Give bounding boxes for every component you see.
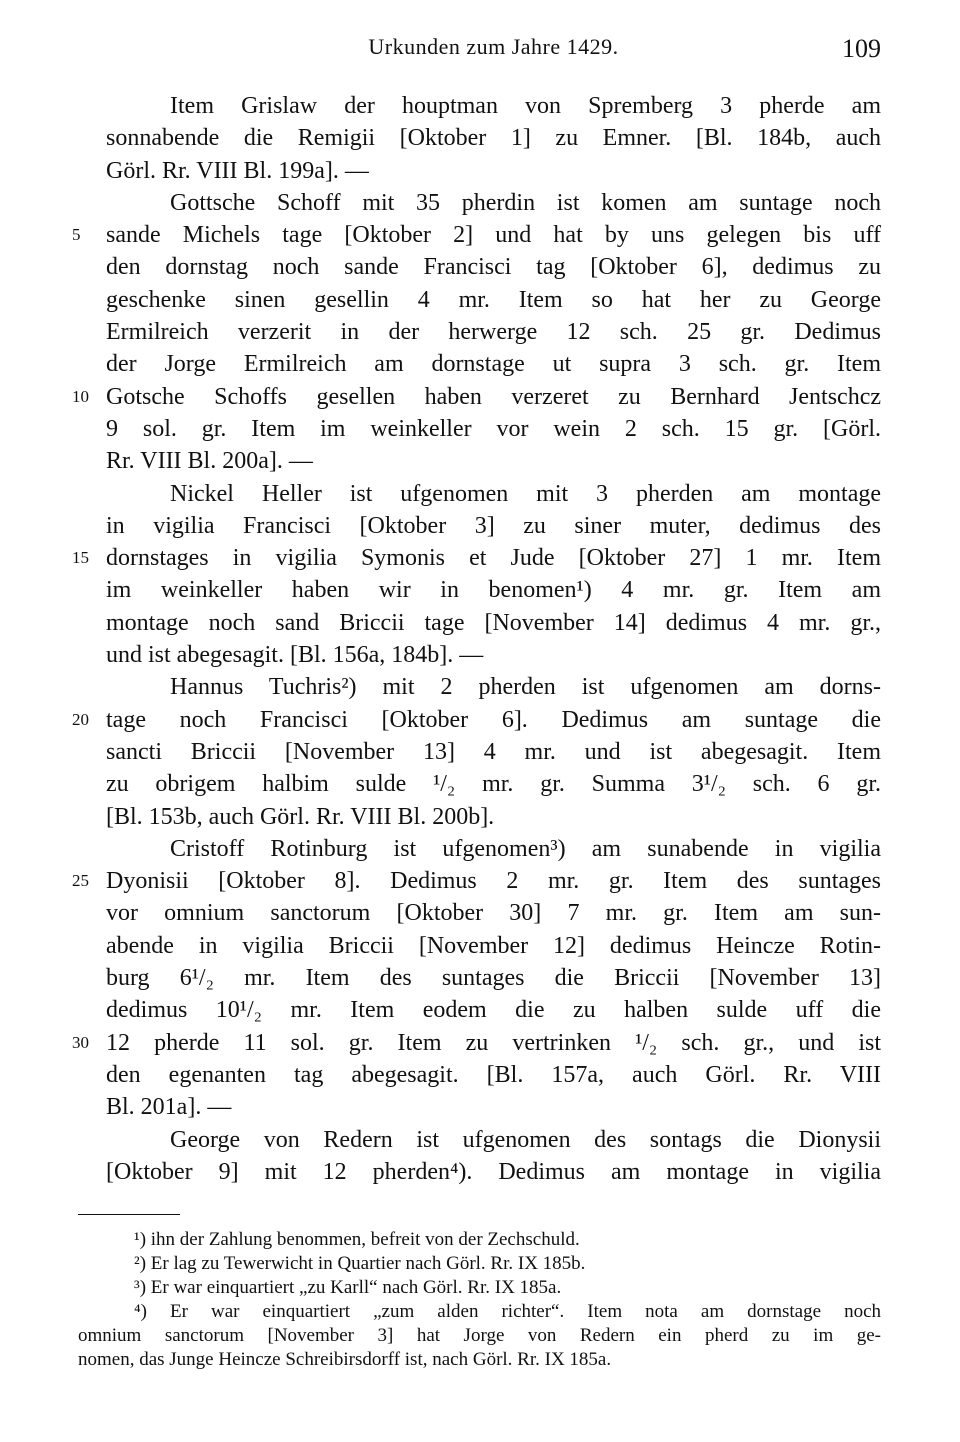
line-text: sonnabende die Remigii [Oktober 1] zu Emner. [Bl. 184b, auch xyxy=(106,125,881,152)
text-line xyxy=(106,445,881,477)
line-text: Dyonisii [Oktober 8]. Dedimus 2 mr. gr. Item des suntages xyxy=(106,868,881,895)
line-text: Bl. 201a]. — xyxy=(106,1094,232,1121)
running-title: Urkunden zum Jahre 1429. xyxy=(368,34,619,59)
line-text: geschenke sinen gesellin 4 mr. Item so hat her zu George xyxy=(106,286,881,313)
line-text: Görl. Rr. VIII Bl. 199a]. — xyxy=(106,157,369,184)
text-line xyxy=(106,930,881,962)
line-text: dornstages in vigilia Symonis et Jude [Oktober 27] 1 mr. Item xyxy=(106,545,881,572)
line-number: 20 xyxy=(72,709,89,729)
line-text: der Jorge Ermilreich am dornstage ut supra 3 sch. gr. Item xyxy=(106,351,881,378)
page-header xyxy=(106,34,881,70)
text-line xyxy=(106,90,881,122)
text-line xyxy=(106,187,881,219)
line-text: dedimus 10¹/₂ mr. Item eodem die zu halben sulde uff die xyxy=(106,997,881,1024)
text-line xyxy=(106,284,881,316)
text-line xyxy=(106,251,881,283)
text-line xyxy=(106,736,881,768)
line-number: 15 xyxy=(72,548,89,568)
line-text: und ist abegesagit. [Bl. 156a, 184b]. — xyxy=(106,642,484,669)
text-line xyxy=(72,542,881,574)
line-text: [Oktober 9] mit 12 pherden⁴). Dedimus am montage in vigilia xyxy=(106,1158,881,1185)
line-text: sande Michels tage [Oktober 2] und hat by uns gelegen bis uff xyxy=(106,222,881,249)
text-line xyxy=(106,1124,881,1156)
line-text: sancti Briccii [November 13] 4 mr. und ist abegesagit. Item xyxy=(106,738,881,765)
text-line xyxy=(106,962,881,994)
line-text: George von Redern ist ufgenomen des sontags die Dionysii xyxy=(170,1126,881,1153)
main-text xyxy=(72,90,881,1188)
line-text: 9 sol. gr. Item im weinkeller vor wein 2 sch. 15 gr. [Görl. xyxy=(106,415,881,442)
line-text: Nickel Heller ist ufgenomen mit 3 pherden am montage xyxy=(170,480,881,507)
line-text: den egenanten tag abegesagit. [Bl. 157a, auch Görl. Rr. VIII xyxy=(106,1061,881,1088)
line-text: 12 pherde 11 sol. gr. Item zu vertrinken ¹/₂ sch. gr., und ist xyxy=(106,1029,881,1056)
text-line xyxy=(72,219,881,251)
line-text: vor omnium sanctorum [Oktober 30] 7 mr. gr. Item am sun- xyxy=(106,900,881,927)
text-line xyxy=(106,316,881,348)
footnotes xyxy=(78,1228,881,1372)
text-line xyxy=(106,671,881,703)
line-text: montage noch sand Briccii tage [November 14] dedimus 4 mr. gr., xyxy=(106,609,881,636)
line-text: burg 6¹/₂ mr. Item des suntages die Briccii [November 13] xyxy=(106,965,881,992)
text-line xyxy=(106,768,881,800)
text-line xyxy=(106,833,881,865)
footnote-line: omnium sanctorum [November 3] hat Jorge von Redern ein pherd zu im ge- xyxy=(78,1325,881,1346)
text-line xyxy=(106,994,881,1026)
text-line xyxy=(106,510,881,542)
text-line xyxy=(106,1091,881,1123)
text-line xyxy=(106,801,881,833)
line-text: Ermilreich verzerit in der herwerge 12 sch. 25 gr. Dedimus xyxy=(106,319,881,346)
line-text: in vigilia Francisci [Oktober 3] zu siner muter, dedimus des xyxy=(106,512,881,539)
page-number: 109 xyxy=(842,34,881,63)
text-line xyxy=(72,704,881,736)
footnote-rule xyxy=(78,1214,180,1215)
text-line xyxy=(106,639,881,671)
text-line xyxy=(106,897,881,929)
text-line xyxy=(106,478,881,510)
line-text: Gotsche Schoffs gesellen haben verzeret zu Bernhard Jentschcz xyxy=(106,383,881,410)
text-line xyxy=(106,574,881,606)
line-number: 10 xyxy=(72,386,89,406)
line-text: den dornstag noch sande Francisci tag [Oktober 6], dedimus zu xyxy=(106,254,881,281)
line-text: abende in vigilia Briccii [November 12] dedimus Heincze Rotin- xyxy=(106,932,881,959)
footnote-line: ³) Er war einquartiert „zu Karll“ nach Görl. Rr. IX 185a. xyxy=(134,1277,562,1298)
footnote-line: ¹) ihn der Zahlung benommen, befreit von der Zechschuld. xyxy=(134,1229,580,1250)
footnote-line: nomen, das Junge Heincze Schreibirsdorff ist, nach Görl. Rr. IX 185a. xyxy=(78,1349,612,1370)
text-line xyxy=(106,1156,881,1188)
line-text: Gottsche Schoff mit 35 pherdin ist komen am suntage noch xyxy=(170,189,881,216)
text-line xyxy=(72,381,881,413)
text-line xyxy=(106,155,881,187)
line-text: zu obrigem halbim sulde ¹/₂ mr. gr. Summa 3¹/₂ sch. 6 gr. xyxy=(106,771,881,798)
line-number: 30 xyxy=(72,1032,89,1052)
text-line xyxy=(106,122,881,154)
line-number: 5 xyxy=(72,225,81,245)
text-line xyxy=(72,1027,881,1059)
line-number: 25 xyxy=(72,871,89,891)
text-line xyxy=(72,865,881,897)
line-text: Hannus Tuchris²) mit 2 pherden ist ufgenomen am dorns- xyxy=(170,674,881,701)
line-text: im weinkeller haben wir in benomen¹) 4 mr. gr. Item am xyxy=(106,577,881,604)
line-text: [Bl. 153b, auch Görl. Rr. VIII Bl. 200b]. xyxy=(106,803,495,830)
line-text: Rr. VIII Bl. 200a]. — xyxy=(106,448,313,475)
line-text: tage noch Francisci [Oktober 6]. Dedimus am suntage die xyxy=(106,706,881,733)
text-line xyxy=(106,348,881,380)
text-line xyxy=(106,413,881,445)
text-line xyxy=(106,607,881,639)
line-text: Item Grislaw der houptman von Spremberg 3 pherde am xyxy=(170,93,881,119)
line-text: Cristoff Rotinburg ist ufgenomen³) am sunabende in vigilia xyxy=(170,835,881,862)
footnote-line: ²) Er lag zu Tewerwicht in Quartier nach Görl. Rr. IX 185b. xyxy=(134,1253,586,1274)
footnote-line: ⁴) Er war einquartiert „zum alden richter“. Item nota am dornstage noch xyxy=(134,1301,881,1322)
text-line xyxy=(106,1059,881,1091)
